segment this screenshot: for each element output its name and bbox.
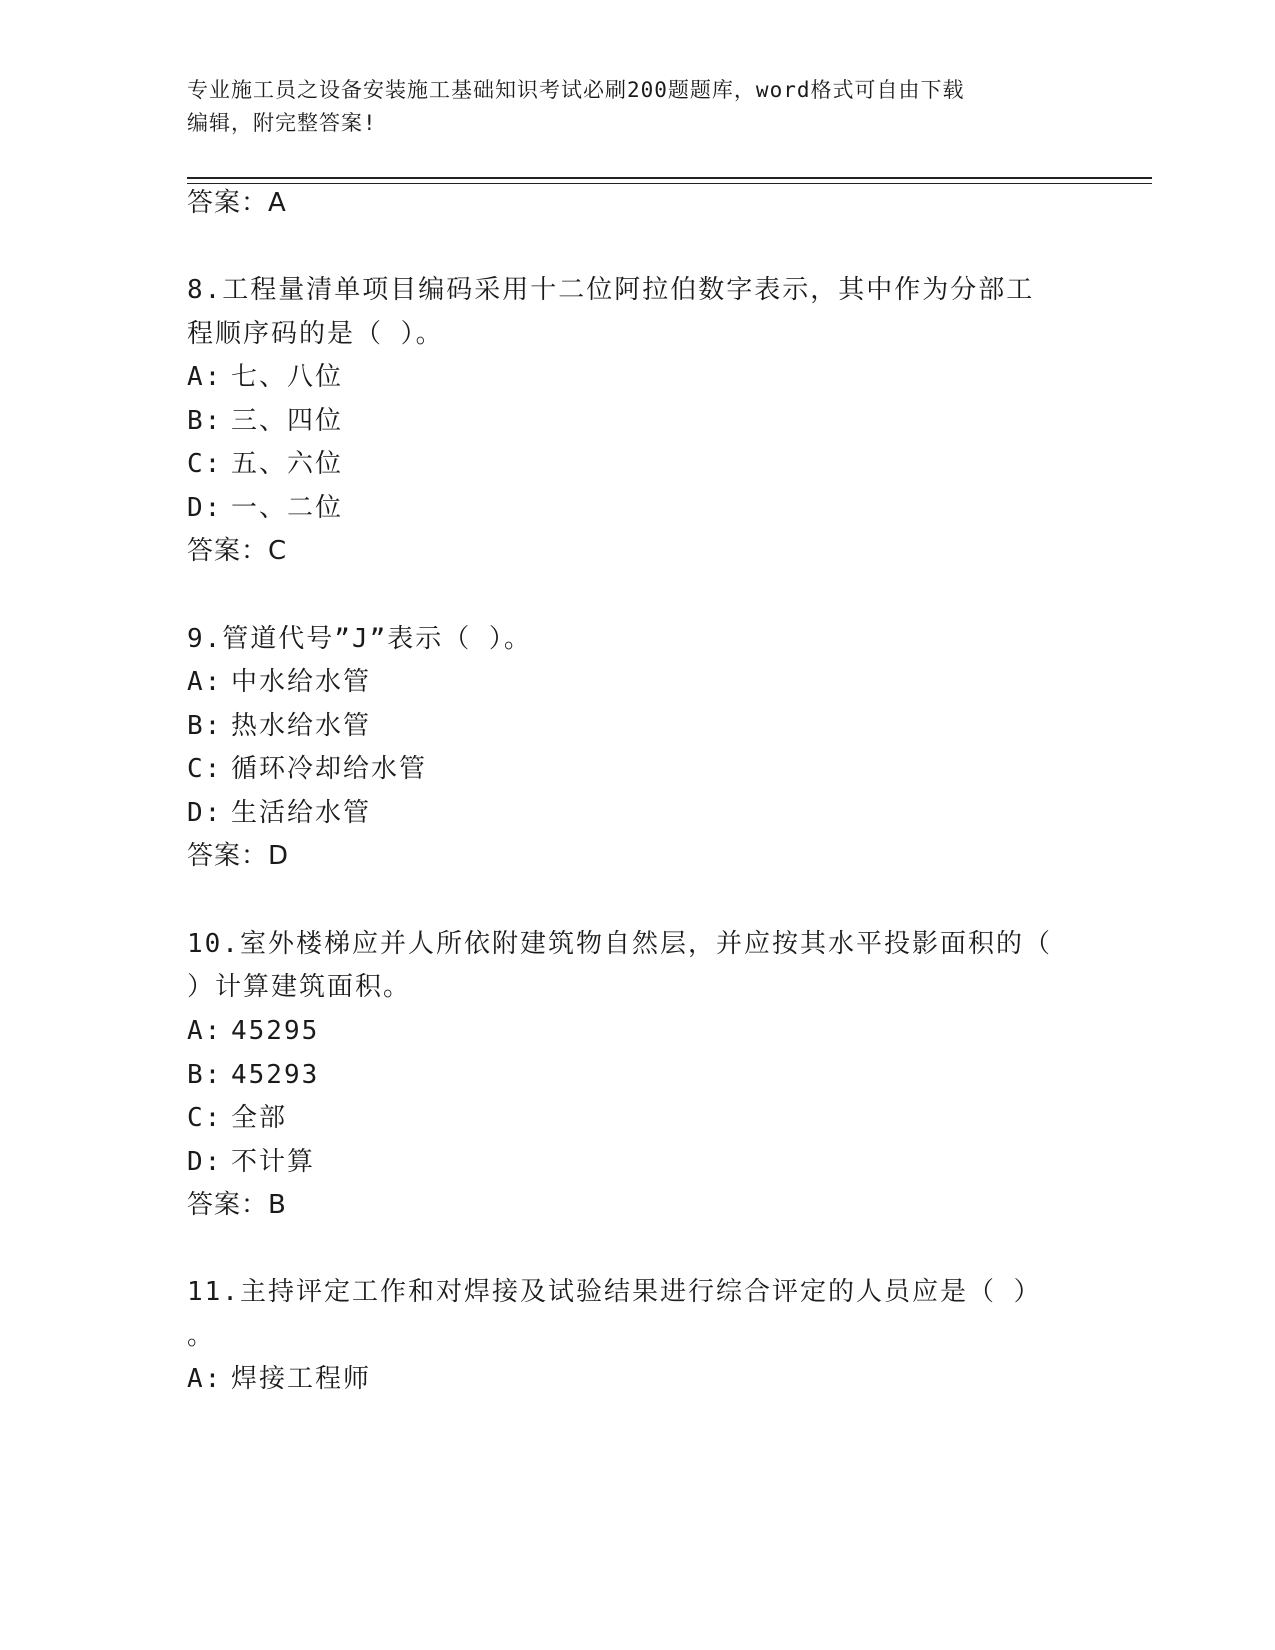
option-label: D:: [187, 493, 223, 523]
question-10-stem-line-2: ）计算建筑面积。: [187, 972, 412, 1002]
option-label: B:: [187, 1060, 223, 1090]
question-10-option-b: [187, 1059, 319, 1091]
option-text: 不计算: [231, 1147, 316, 1177]
question-10-option-c: [187, 1102, 287, 1134]
header-line-2: 编辑，附完整答案!: [187, 111, 377, 135]
option-label: A:: [187, 667, 223, 697]
header-line-1: 专业施工员之设备安装施工基础知识考试必刷200题题库，word格式可自由下载: [187, 78, 965, 102]
question-11-option-a: [187, 1363, 371, 1395]
question-8-option-d: [187, 492, 343, 524]
question-9-stem-line-1: 9.管道代号”J”表示（ ）。: [187, 624, 532, 654]
question-10-option-d: [187, 1146, 315, 1178]
option-text: 五、六位: [231, 449, 344, 479]
question-10-stem-line-1: 10.室外楼梯应并人所依附建筑物自然层，并应按其水平投影面积的（: [187, 929, 1052, 959]
question-11-stem-line-1: 11.主持评定工作和对焊接及试验结果进行综合评定的人员应是（ ）: [187, 1277, 1042, 1307]
question-8-option-c: [187, 448, 343, 480]
option-label: B:: [187, 711, 223, 741]
document-header: [187, 74, 1087, 140]
option-text: 45295: [231, 1016, 320, 1046]
option-label: C:: [187, 754, 223, 784]
option-text: 45293: [231, 1060, 320, 1090]
question-9-option-c: [187, 753, 427, 785]
option-label: A:: [187, 1364, 223, 1394]
option-text: 七、八位: [231, 362, 344, 392]
option-label: D:: [187, 798, 223, 828]
option-label: D:: [187, 1147, 223, 1177]
question-9-option-a: [187, 666, 371, 698]
option-text: 中水给水管: [231, 667, 372, 697]
option-text: 循环冷却给水管: [231, 754, 428, 784]
question-9-option-b: [187, 710, 371, 742]
question-8-stem-line-2: 程顺序码的是（ ）。: [187, 319, 444, 349]
question-9-answer: 答案：D: [187, 841, 290, 871]
option-label: C:: [187, 449, 223, 479]
option-text: 全部: [231, 1103, 288, 1133]
question-10-answer: 答案：B: [187, 1190, 287, 1220]
option-text: 热水给水管: [231, 711, 372, 741]
header-divider: [187, 177, 1152, 179]
question-8-option-a: [187, 361, 343, 393]
option-label: C:: [187, 1103, 223, 1133]
option-text: 一、二位: [231, 493, 344, 523]
option-label: A:: [187, 1016, 223, 1046]
answer-previous: 答案：A: [187, 188, 287, 218]
option-text: 焊接工程师: [231, 1364, 372, 1394]
option-label: A:: [187, 362, 223, 392]
option-text: 三、四位: [231, 406, 344, 436]
header-divider-thin: [187, 183, 1152, 184]
question-9-option-d: [187, 797, 371, 829]
question-8-stem-line-1: 8.工程量清单项目编码采用十二位阿拉伯数字表示，其中作为分部工: [187, 275, 1035, 305]
option-label: B:: [187, 406, 223, 436]
question-8-answer: 答案：C: [187, 536, 288, 566]
question-8-option-b: [187, 405, 343, 437]
option-text: 生活给水管: [231, 798, 372, 828]
question-11-stem-line-2: 。: [187, 1321, 216, 1351]
question-10-option-a: [187, 1015, 319, 1047]
